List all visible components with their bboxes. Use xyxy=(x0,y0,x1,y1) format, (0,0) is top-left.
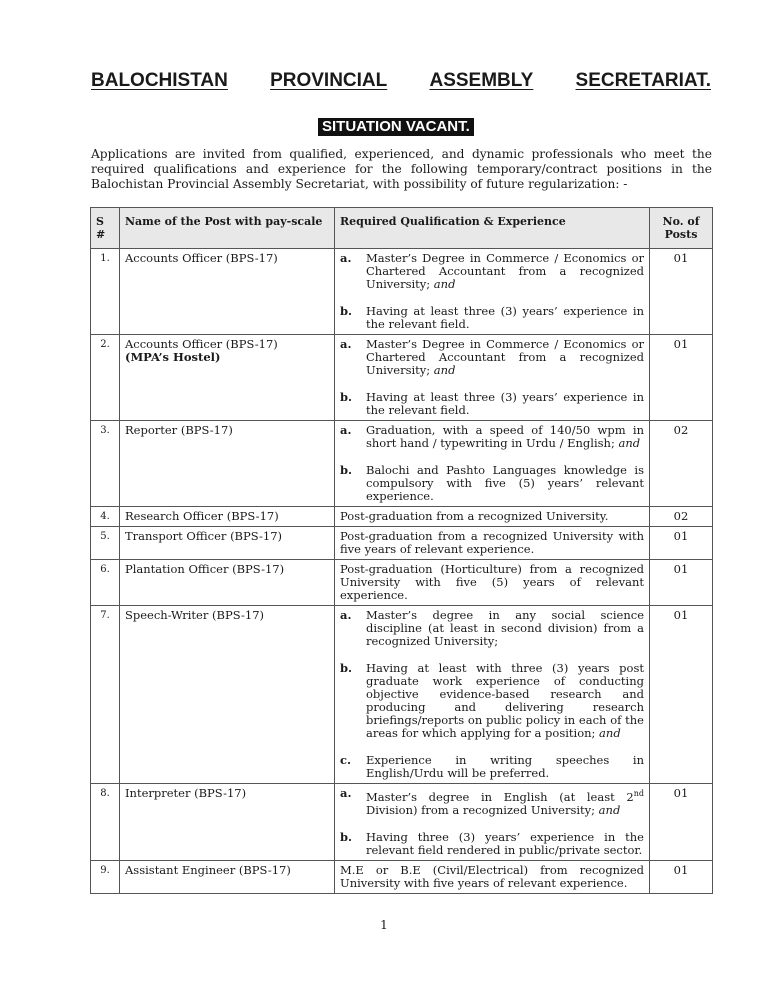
posts-count: 01 xyxy=(650,335,713,421)
qualification-item xyxy=(340,831,644,857)
qualification-item xyxy=(340,464,644,503)
item-text-wrap xyxy=(366,391,644,417)
item-text-wrap xyxy=(366,609,644,648)
table-row xyxy=(91,860,713,893)
item-marker: b. xyxy=(340,304,353,318)
table-row xyxy=(91,560,713,606)
post-name-cell xyxy=(120,860,335,893)
row-serial-number: 5. xyxy=(91,527,120,560)
item-text: Master’s degree in any social science discipline (at least in second division) from a recognized University; xyxy=(366,608,644,648)
item-suffix: and xyxy=(430,277,456,291)
item-marker: a. xyxy=(340,608,352,622)
item-text: Having at least three (3) years’ experience in the relevant field. xyxy=(366,304,644,331)
row-serial-number: 9. xyxy=(91,860,120,893)
item-marker: a. xyxy=(340,786,352,800)
row-serial-number: 4. xyxy=(91,507,120,527)
qualification-text: Post-graduation (Horticulture) from a recognized University with five (5) years of relevant experience. xyxy=(340,562,644,602)
item-text-wrap xyxy=(366,831,644,857)
item-text: Experience in writing speeches in English/Urdu will be preferred. xyxy=(366,753,644,780)
item-text-wrap xyxy=(366,464,644,503)
qualification-text: Post-graduation from a recognized University. xyxy=(340,509,609,523)
item-text: Having at least with three (3) years post graduate work experience of conducting objective evidence-based research and producing and delivering research briefings/reports on public policy in each of the areas for which applying for a position; xyxy=(366,661,644,740)
post-name: Research Officer (BPS-17) xyxy=(125,509,279,523)
row-serial-number: 8. xyxy=(91,784,120,861)
item-text: Master’s degree in English (at least 2nd Division) from a recognized University; xyxy=(366,789,644,817)
item-text-wrap xyxy=(366,305,644,331)
table-row xyxy=(91,784,713,861)
item-text-wrap xyxy=(366,662,644,740)
post-name: Plantation Officer (BPS-17) xyxy=(125,562,285,576)
situation-vacant-heading: SITUATION VACANT. xyxy=(318,118,474,136)
post-name: Accounts Officer (BPS-17) xyxy=(125,337,278,351)
post-name-cell xyxy=(120,421,335,507)
post-name: Speech-Writer (BPS-17) xyxy=(125,608,264,622)
qualification-item xyxy=(340,391,644,417)
item-marker: c. xyxy=(340,753,352,767)
item-text: Having three (3) years’ experience in the relevant field rendered in public/private sector. xyxy=(366,829,644,857)
qualification-item xyxy=(340,754,644,780)
table-row xyxy=(91,527,713,560)
header-sno: S # xyxy=(91,208,120,249)
item-suffix: and xyxy=(595,726,621,740)
item-marker: b. xyxy=(340,829,353,844)
row-serial-number: 7. xyxy=(91,606,120,784)
qualification-item xyxy=(340,662,644,740)
post-name-cell xyxy=(120,249,335,335)
post-name-cell xyxy=(120,335,335,421)
posts-count: 01 xyxy=(650,560,713,606)
post-name: Transport Officer (BPS-17) xyxy=(125,529,283,543)
title-word: ASSEMBLY xyxy=(429,70,534,91)
qualification-item xyxy=(340,338,644,377)
qualification-cell xyxy=(335,784,650,861)
item-text-wrap xyxy=(366,754,644,780)
post-name: Interpreter (BPS-17) xyxy=(125,786,247,800)
posts-count: 01 xyxy=(650,249,713,335)
qualification-item xyxy=(340,252,644,291)
item-text: Master’s Degree in Commerce / Economics or Chartered Accountant from a recognized University; xyxy=(366,337,644,377)
qualification-cell xyxy=(335,527,650,560)
table-row xyxy=(91,606,713,784)
post-name-cell xyxy=(120,507,335,527)
post-name-cell xyxy=(120,784,335,861)
qualification-cell xyxy=(335,560,650,606)
item-text: Master’s Degree in Commerce / Economics or Chartered Accountant from a recognized University; xyxy=(366,251,644,291)
qualification-item xyxy=(340,787,644,817)
table-header-row xyxy=(91,208,713,249)
posts-count: 02 xyxy=(650,507,713,527)
qualification-text: M.E or B.E (Civil/Electrical) from recognized University with five years of relevant experience. xyxy=(340,862,644,890)
table-row xyxy=(91,335,713,421)
item-text: Graduation, with a speed of 140/50 wpm in short hand / typewriting in Urdu / English; xyxy=(366,423,644,450)
row-serial-number: 1. xyxy=(91,249,120,335)
qualification-cell xyxy=(335,335,650,421)
item-suffix: and xyxy=(430,363,456,377)
qualification-item xyxy=(340,609,644,648)
item-text-wrap xyxy=(366,252,644,291)
qualification-cell xyxy=(335,507,650,527)
table-body xyxy=(91,249,713,894)
item-marker: b. xyxy=(340,463,353,477)
post-name-cell xyxy=(120,606,335,784)
page-number: 1 xyxy=(380,918,388,932)
item-marker: a. xyxy=(340,423,352,437)
posts-count: 01 xyxy=(650,606,713,784)
item-marker: a. xyxy=(340,337,352,351)
post-name: Reporter (BPS-17) xyxy=(125,423,233,437)
qualification-cell xyxy=(335,860,650,893)
item-marker: b. xyxy=(340,661,353,675)
row-serial-number: 6. xyxy=(91,560,120,606)
post-name-cell xyxy=(120,560,335,606)
vacancy-table xyxy=(90,207,713,894)
posts-count: 01 xyxy=(650,784,713,861)
post-name-cell xyxy=(120,527,335,560)
item-marker: a. xyxy=(340,251,352,265)
item-text: Having at least three (3) years’ experience in the relevant field. xyxy=(366,390,644,417)
table-row xyxy=(91,507,713,527)
title-word: SECRETARIAT. xyxy=(575,70,711,91)
qualification-cell xyxy=(335,421,650,507)
qualification-item xyxy=(340,305,644,331)
intro-paragraph: Applications are invited from qualified, experienced, and dynamic professionals who meet the required qualifications and experience for the following temporary/contract positions in the Balochistan Provincial Assembly Secretariat, with possibility of future regularization: - xyxy=(91,147,712,191)
item-marker: b. xyxy=(340,390,353,404)
row-serial-number: 3. xyxy=(91,421,120,507)
post-name: Accounts Officer (BPS-17) xyxy=(125,251,278,265)
header-post-name: Name of the Post with pay-scale xyxy=(120,208,335,249)
qualification-cell xyxy=(335,606,650,784)
post-name: Assistant Engineer (BPS-17) xyxy=(125,862,291,877)
item-suffix: and xyxy=(595,802,621,817)
post-note: (MPA’s Hostel) xyxy=(125,350,221,364)
item-text-wrap xyxy=(366,424,644,450)
posts-count: 01 xyxy=(650,527,713,560)
item-text: Balochi and Pashto Languages knowledge is compulsory with five (5) years’ relevant experience. xyxy=(366,463,644,503)
document-title xyxy=(91,70,711,96)
item-suffix: and xyxy=(614,436,641,450)
table-row xyxy=(91,421,713,507)
qualification-item xyxy=(340,424,644,450)
header-qualification: Required Qualification & Experience xyxy=(335,208,650,249)
qualification-cell xyxy=(335,249,650,335)
title-word: BALOCHISTAN xyxy=(91,70,228,91)
item-text-wrap xyxy=(366,338,644,377)
item-text-wrap xyxy=(366,787,644,817)
row-serial-number: 2. xyxy=(91,335,120,421)
qualification-text: Post-graduation from a recognized University with five years of relevant experience. xyxy=(340,529,644,556)
table-row xyxy=(91,249,713,335)
header-posts: No. of Posts xyxy=(650,208,713,249)
posts-count: 02 xyxy=(650,421,713,507)
posts-count: 01 xyxy=(650,860,713,893)
title-word: PROVINCIAL xyxy=(270,70,388,91)
